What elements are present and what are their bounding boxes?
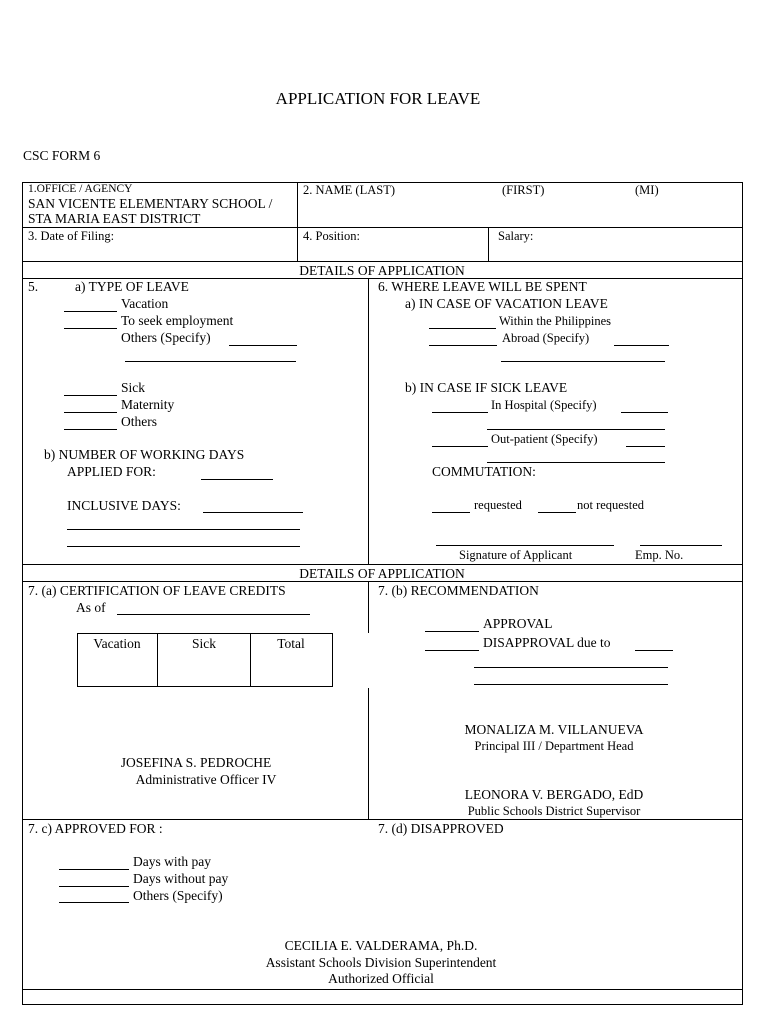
blank-line <box>635 650 673 651</box>
emp-no-line <box>640 545 722 546</box>
credits-table-border <box>77 633 333 634</box>
blank-line <box>429 328 496 329</box>
blank-line <box>432 412 488 413</box>
blank-line <box>425 631 479 632</box>
blank-line <box>614 345 669 346</box>
office-label: 1.OFFICE / AGENCY <box>28 183 133 195</box>
credits-table-border <box>157 633 158 687</box>
type-of-leave-heading: a) TYPE OF LEAVE <box>75 279 189 294</box>
details-header: DETAILS OF APPLICATION <box>299 263 465 278</box>
credits-table-border <box>77 686 333 687</box>
col-divider <box>368 688 369 819</box>
name-last-label: 2. NAME (LAST) <box>303 183 396 197</box>
approved-others-option: Others (Specify) <box>133 888 223 903</box>
working-days-heading: b) NUMBER OF WORKING DAYS <box>44 447 245 462</box>
commutation-label: COMMUTATION: <box>432 464 536 479</box>
emp-no-label: Emp. No. <box>635 548 684 562</box>
blank-line <box>117 614 310 615</box>
credits-table-border <box>250 633 251 687</box>
seek-employment-option: To seek employment <box>121 313 234 328</box>
blank-line <box>621 412 668 413</box>
as-of-label: As of <box>76 600 106 615</box>
signature-label: Signature of Applicant <box>459 548 573 562</box>
authorized-role: Authorized Official <box>328 971 434 986</box>
where-heading: 6. WHERE LEAVE WILL BE SPENT <box>378 279 587 294</box>
form-border-bottom <box>22 1004 743 1005</box>
sick-option: Sick <box>121 380 146 395</box>
vacation-case-heading: a) IN CASE OF VACATION LEAVE <box>405 296 608 311</box>
blank-line <box>64 395 117 396</box>
blank-line <box>538 512 576 513</box>
credits-column-total: Total <box>277 636 305 651</box>
credits-table-border <box>77 633 78 687</box>
date-filing-label: 3. Date of Filing: <box>28 229 115 243</box>
blank-line <box>59 886 129 887</box>
blank-line <box>64 328 117 329</box>
disapproved-heading: 7. (d) DISAPPROVED <box>378 821 504 836</box>
office-line2: STA MARIA EAST DISTRICT <box>28 211 201 226</box>
applied-for-label: APPLIED FOR: <box>67 464 156 479</box>
blank-line <box>474 667 668 668</box>
row-divider <box>22 564 743 565</box>
within-philippines-option: Within the Philippines <box>499 314 611 328</box>
blank-line <box>432 512 470 513</box>
days-with-pay-option: Days with pay <box>133 854 211 869</box>
signer1-name: MONALIZA M. VILLANUEVA <box>464 722 644 737</box>
details-header-2: DETAILS OF APPLICATION <box>299 566 465 581</box>
not-requested-option: not requested <box>577 498 644 512</box>
office-line1: SAN VICENTE ELEMENTARY SCHOOL / <box>28 196 273 211</box>
authorized-title: Assistant Schools Division Superintendent <box>265 955 497 970</box>
row-divider <box>22 261 743 262</box>
position-label: 4. Position: <box>303 229 360 243</box>
page-title: APPLICATION FOR LEAVE <box>275 89 481 108</box>
row-divider <box>22 989 743 990</box>
blank-line <box>501 361 665 362</box>
vacation-option: Vacation <box>121 296 169 311</box>
abroad-option: Abroad (Specify) <box>502 331 590 345</box>
credits-column-sick: Sick <box>191 636 217 651</box>
signer2-title: Public Schools District Supervisor <box>467 804 641 818</box>
col-divider <box>368 581 369 633</box>
approval-option: APPROVAL <box>483 616 553 631</box>
form-border-right <box>742 182 743 1005</box>
blank-line <box>67 529 300 530</box>
credits-table-border <box>332 633 333 687</box>
outpatient-option: Out-patient (Specify) <box>491 432 598 446</box>
blank-line <box>64 311 117 312</box>
sick-case-heading: b) IN CASE IF SICK LEAVE <box>405 380 568 395</box>
blank-line <box>432 446 488 447</box>
blank-line <box>429 345 497 346</box>
signer1-title: Principal III / Department Head <box>474 739 634 753</box>
signature-line <box>436 545 614 546</box>
blank-line <box>201 479 273 480</box>
officer-title: Administrative Officer IV <box>135 772 277 787</box>
requested-option: requested <box>474 498 522 512</box>
blank-line <box>487 429 665 430</box>
maternity-option: Maternity <box>121 397 175 412</box>
form-border-left <box>22 182 23 1005</box>
section5-num: 5. <box>28 279 39 294</box>
name-mi-label: (MI) <box>635 183 659 197</box>
blank-line <box>64 412 117 413</box>
signer2-name: LEONORA V. BERGADO, EdD <box>464 787 644 802</box>
days-without-pay-option: Days without pay <box>133 871 229 886</box>
blank-line <box>229 345 297 346</box>
credits-column-vacation: Vacation <box>93 636 141 651</box>
officer-name: JOSEFINA S. PEDROCHE <box>120 755 272 770</box>
blank-line <box>59 869 129 870</box>
salary-label: Salary: <box>498 229 534 243</box>
others-option: Others <box>121 414 157 429</box>
row-divider <box>22 227 743 228</box>
blank-line <box>59 902 129 903</box>
col-divider <box>297 182 298 261</box>
blank-line <box>203 512 303 513</box>
name-first-label: (FIRST) <box>502 183 545 197</box>
blank-line <box>474 684 668 685</box>
others-specify-option: Others (Specify) <box>121 330 211 345</box>
blank-line <box>425 650 479 651</box>
col-divider <box>488 227 489 261</box>
blank-line <box>125 361 296 362</box>
inclusive-days-label: INCLUSIVE DAYS: <box>67 498 181 513</box>
recommendation-heading: 7. (b) RECOMMENDATION <box>378 583 539 598</box>
authorized-name: CECILIA E. VALDERAMA, Ph.D. <box>284 938 478 953</box>
blank-line <box>67 546 300 547</box>
form-code: CSC FORM 6 <box>23 148 101 163</box>
approved-heading: 7. c) APPROVED FOR : <box>28 821 163 836</box>
row-divider <box>22 819 743 820</box>
disapproval-option: DISAPPROVAL due to <box>483 635 611 650</box>
row-divider <box>22 581 743 582</box>
in-hospital-option: In Hospital (Specify) <box>491 398 597 412</box>
blank-line <box>64 429 117 430</box>
col-divider <box>368 278 369 564</box>
blank-line <box>487 462 665 463</box>
certification-heading: 7. (a) CERTIFICATION OF LEAVE CREDITS <box>28 583 286 598</box>
blank-line <box>626 446 665 447</box>
